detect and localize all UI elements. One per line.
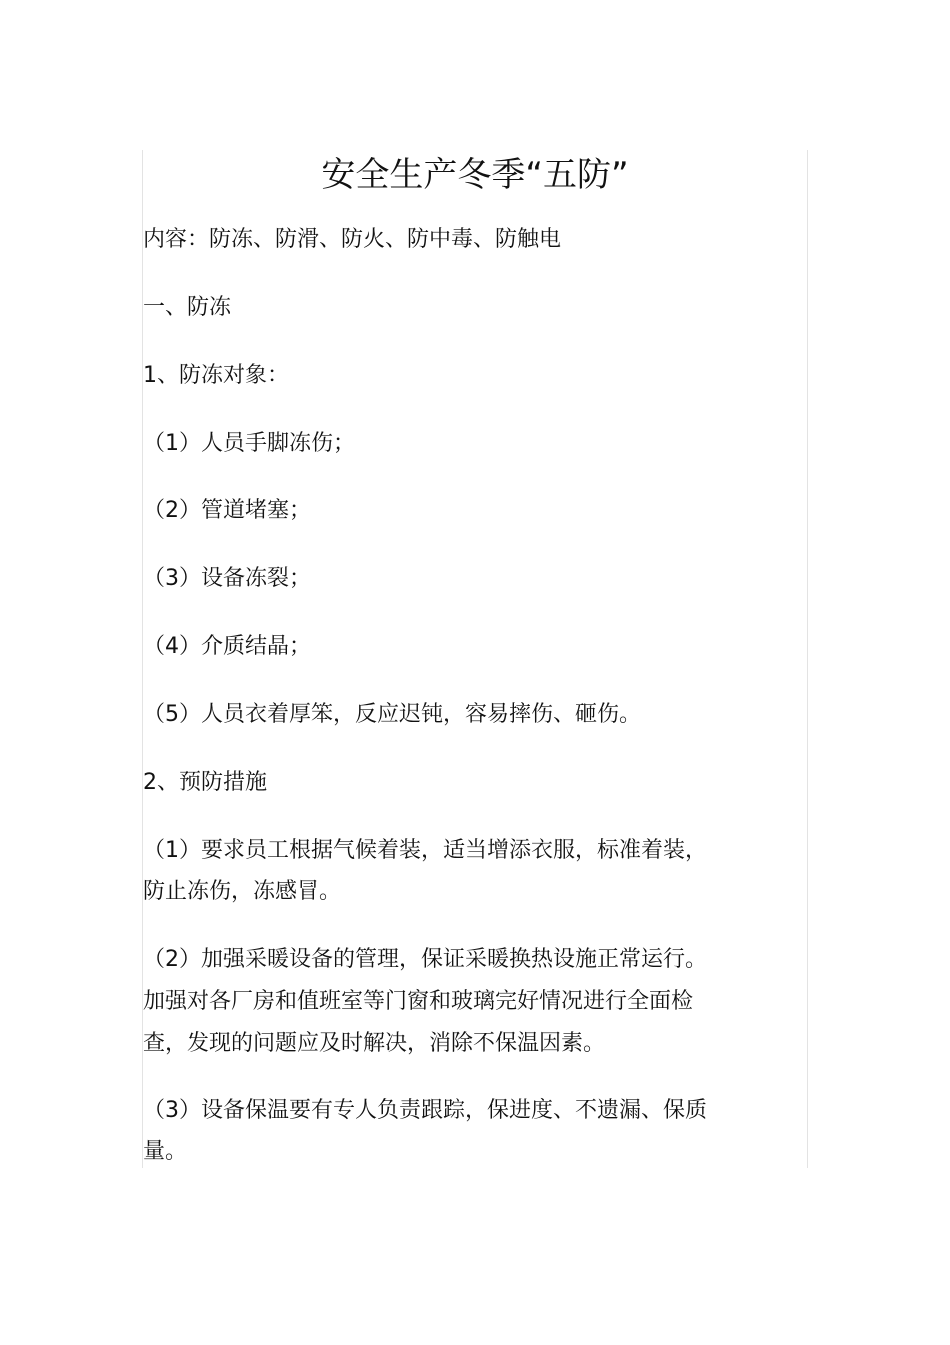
measure-line: （3）设备保温要有专人负责跟踪，保进度、不遗漏、保质 (143, 1098, 707, 1123)
subsection-heading: 2、预防措施 (143, 770, 267, 795)
measure-line: 查，发现的问题应及时解决，消除不保温因素。 (143, 1031, 606, 1056)
measure-line: 量。 (143, 1139, 188, 1164)
content-summary: 内容：防冻、防滑、防火、防中毒、防触电 (143, 227, 562, 252)
list-item: （3）设备冻裂； (143, 566, 311, 591)
subsection-heading: 1、防冻对象： (143, 363, 289, 388)
list-item: （2）管道堵塞； (143, 498, 311, 523)
measure-line: 防止冻伤，冻感冒。 (143, 879, 342, 904)
measure-line: 加强对各厂房和值班室等门窗和玻璃完好情况进行全面检 (143, 989, 694, 1014)
list-item: （4）介质结晶； (143, 634, 311, 659)
section-heading: 一、防冻 (143, 295, 232, 320)
list-item: （1）人员手脚冻伤； (143, 431, 355, 456)
list-item: （5）人员衣着厚笨，反应迟钝，容易摔伤、砸伤。 (143, 702, 641, 727)
page-border-right (807, 150, 808, 1168)
page-title: 安全生产冬季“五防” (321, 155, 629, 195)
measure-line: （1）要求员工根据气候着装，适当增添衣服，标准着装， (143, 838, 707, 863)
measure-line: （2）加强采暖设备的管理，保证采暖换热设施正常运行。 (143, 947, 707, 972)
